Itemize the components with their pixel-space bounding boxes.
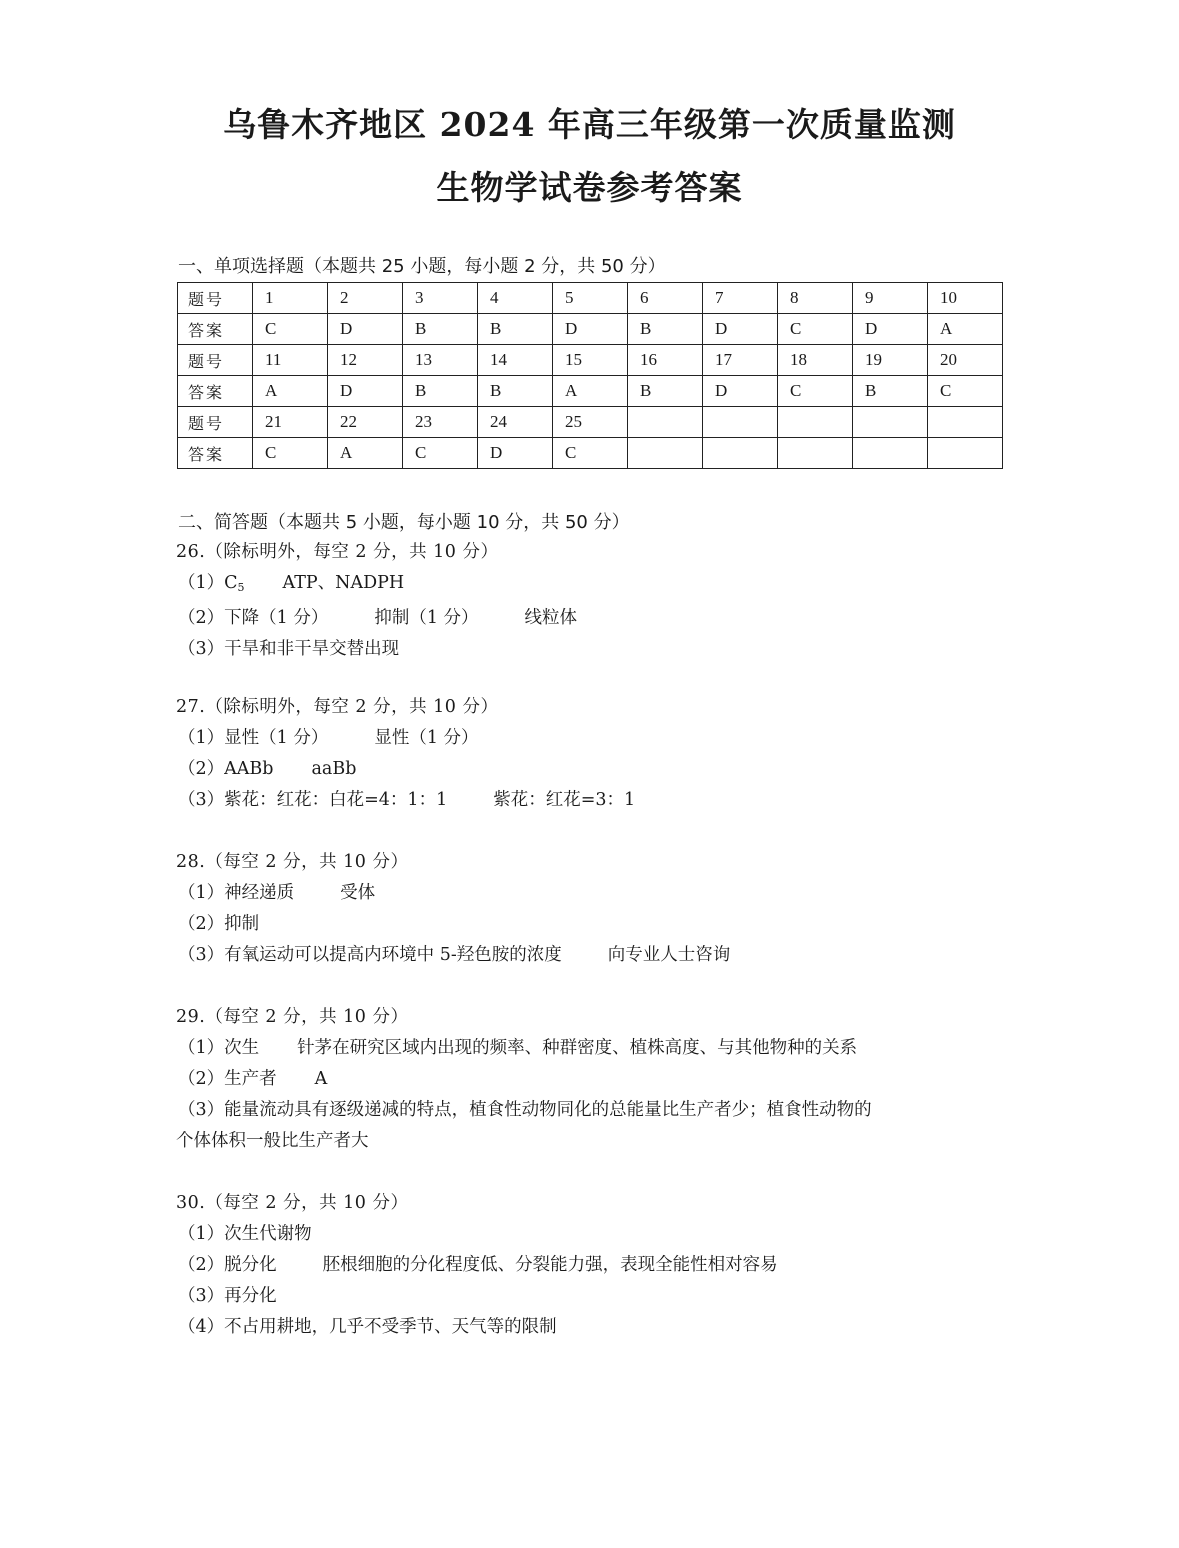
question-26-part-3	[176, 634, 1016, 665]
part-label: （3）	[178, 639, 225, 659]
page-title: 乌鲁木齐地区 2024 年高三年级第一次质量监测	[223, 105, 956, 144]
question-number-cell: 18	[778, 345, 853, 376]
question-number-cell: 14	[478, 345, 553, 376]
question-number-cell: 15	[553, 345, 628, 376]
part-label: （2）	[178, 1069, 225, 1089]
answer-text: C	[224, 573, 238, 593]
question-number-row	[178, 283, 1003, 314]
question-29-part-3	[176, 1095, 1016, 1126]
answer-text: ATP、NADPH	[282, 573, 405, 593]
part-label: （3）	[178, 790, 225, 810]
question-number-cell: 1	[253, 283, 328, 314]
question-number-cell	[778, 407, 853, 438]
part-label: （2）	[178, 608, 225, 628]
answer-cell: C	[403, 438, 478, 469]
answer-cell: A	[553, 376, 628, 407]
answer-cell: B	[628, 376, 703, 407]
answer-text: 显性（1 分）	[224, 728, 329, 748]
answer-cell: D	[328, 376, 403, 407]
question-27	[176, 692, 1016, 816]
question-30-part-3	[176, 1281, 1016, 1312]
answer-text: 胚根细胞的分化程度低、分裂能力强，表现全能性相对容易	[322, 1255, 778, 1275]
question-29	[176, 1002, 1016, 1157]
question-number-cell: 12	[328, 345, 403, 376]
part-label: （2）	[178, 914, 225, 934]
section-1-heading: 一、单项选择题（本题共 25 小题，每小题 2 分，共 50 分）	[178, 256, 666, 277]
question-number-cell: 19	[853, 345, 928, 376]
part-label: （2）	[178, 759, 225, 779]
question-29-part-3-continued: 个体体积一般比生产者大	[176, 1131, 369, 1151]
question-number-cell: 9	[853, 283, 928, 314]
answer-cell: C	[253, 438, 328, 469]
answer-cell: C	[778, 314, 853, 345]
answer-cell: B	[628, 314, 703, 345]
answer-text: 紫花：红花：白花=4：1：1	[224, 790, 448, 810]
question-28-part-3	[176, 940, 1016, 971]
question-27-part-3	[176, 785, 1016, 816]
question-number-cell: 23	[403, 407, 478, 438]
answer-text: 受体	[340, 883, 376, 903]
part-label: （3）	[178, 945, 225, 965]
answer-text: 脱分化	[224, 1255, 277, 1275]
answer-row	[178, 438, 1003, 469]
answer-cell: C	[928, 376, 1003, 407]
answer-table	[177, 282, 1003, 469]
answer-text: aaBb	[311, 759, 357, 779]
answer-text: 紫花：红花=3：1	[493, 790, 636, 810]
question-number-cell	[853, 407, 928, 438]
question-26-part-2	[176, 603, 1016, 634]
question-number-cell	[628, 407, 703, 438]
question-29-part-1	[176, 1033, 1016, 1064]
part-label: （1）	[178, 573, 225, 593]
question-28	[176, 847, 1016, 971]
answer-cell: A	[928, 314, 1003, 345]
question-28-header: 28.（每空 2 分，共 10 分）	[176, 852, 409, 872]
row-label-answer: 答案	[178, 314, 253, 345]
question-28-part-2	[176, 909, 1016, 940]
answer-text: 线粒体	[524, 608, 578, 628]
answer-cell	[928, 438, 1003, 469]
answer-text: 针茅在研究区域内出现的频率、种群密度、植株高度、与其他物种的关系	[297, 1038, 858, 1058]
answer-cell: B	[853, 376, 928, 407]
answer-cell: B	[478, 314, 553, 345]
answer-text: 有氧运动可以提高内环境中 5-羟色胺的浓度	[224, 945, 562, 965]
answer-cell: C	[553, 438, 628, 469]
answer-cell: C	[253, 314, 328, 345]
answer-cell	[778, 438, 853, 469]
row-label-answer: 答案	[178, 376, 253, 407]
row-label-answer: 答案	[178, 438, 253, 469]
answer-row	[178, 376, 1003, 407]
answer-cell: D	[853, 314, 928, 345]
question-number-cell: 10	[928, 283, 1003, 314]
answer-text: 干旱和非干旱交替出现	[224, 639, 400, 659]
answer-text: 向专业人士咨询	[607, 945, 731, 965]
part-label: （1）	[178, 1224, 225, 1244]
question-26-header: 26.（除标明外，每空 2 分，共 10 分）	[176, 542, 499, 562]
question-27-header: 27.（除标明外，每空 2 分，共 10 分）	[176, 697, 499, 717]
question-30	[176, 1188, 1016, 1343]
answer-cell: D	[553, 314, 628, 345]
question-30-part-4	[176, 1312, 1016, 1343]
answer-text: 神经递质	[224, 883, 295, 903]
answer-cell: A	[253, 376, 328, 407]
question-number-cell: 3	[403, 283, 478, 314]
row-label-question: 题号	[178, 345, 253, 376]
answer-cell	[853, 438, 928, 469]
answer-text: 不占用耕地，几乎不受季节、天气等的限制	[224, 1317, 557, 1337]
question-number-cell: 2	[328, 283, 403, 314]
part-label: （3）	[178, 1286, 225, 1306]
answer-text: 生产者	[224, 1069, 277, 1089]
question-number-cell: 13	[403, 345, 478, 376]
answer-text: 能量流动具有逐级递减的特点，植食性动物同化的总能量比生产者少；植食性动物的	[224, 1100, 872, 1120]
section-2-heading: 二、简答题（本题共 5 小题，每小题 10 分，共 50 分）	[178, 512, 630, 533]
question-number-cell: 4	[478, 283, 553, 314]
answer-cell: D	[703, 376, 778, 407]
answer-cell: C	[778, 376, 853, 407]
page-subtitle: 生物学试卷参考答案	[436, 168, 743, 207]
part-label: （4）	[178, 1317, 225, 1337]
answer-cell: B	[478, 376, 553, 407]
row-label-question: 题号	[178, 283, 253, 314]
question-26	[176, 537, 1016, 665]
answer-text: 显性（1 分）	[374, 728, 479, 748]
question-number-cell: 8	[778, 283, 853, 314]
question-number-cell	[703, 407, 778, 438]
answer-text: 次生	[224, 1038, 260, 1058]
question-number-cell: 5	[553, 283, 628, 314]
part-label: （1）	[178, 728, 225, 748]
answer-row	[178, 314, 1003, 345]
question-30-part-1	[176, 1219, 1016, 1250]
question-number-cell: 7	[703, 283, 778, 314]
question-29-part-2	[176, 1064, 1016, 1095]
question-number-cell: 11	[253, 345, 328, 376]
question-29-header: 29.（每空 2 分，共 10 分）	[176, 1007, 409, 1027]
answer-text: 下降（1 分）	[224, 608, 329, 628]
answer-cell: D	[703, 314, 778, 345]
question-number-cell: 25	[553, 407, 628, 438]
answer-cell: A	[328, 438, 403, 469]
answer-cell: B	[403, 376, 478, 407]
answer-text: 再分化	[224, 1286, 277, 1306]
part-label: （1）	[178, 1038, 225, 1058]
part-label: （3）	[178, 1100, 225, 1120]
question-number-cell: 24	[478, 407, 553, 438]
answer-text: 抑制（1 分）	[374, 608, 479, 628]
question-number-cell: 21	[253, 407, 328, 438]
answer-text: AABb	[224, 759, 274, 779]
question-number-row	[178, 407, 1003, 438]
question-number-cell: 20	[928, 345, 1003, 376]
subscript: 5	[237, 581, 245, 594]
answer-cell: D	[478, 438, 553, 469]
answer-text: 抑制	[224, 914, 260, 934]
question-30-header: 30.（每空 2 分，共 10 分）	[176, 1193, 409, 1213]
question-28-part-1	[176, 878, 1016, 909]
answer-cell	[703, 438, 778, 469]
question-number-cell: 6	[628, 283, 703, 314]
question-number-cell: 22	[328, 407, 403, 438]
question-27-part-2	[176, 754, 1016, 785]
answer-cell	[628, 438, 703, 469]
answer-cell: D	[328, 314, 403, 345]
question-number-cell: 16	[628, 345, 703, 376]
part-label: （2）	[178, 1255, 225, 1275]
question-number-cell	[928, 407, 1003, 438]
question-30-part-2	[176, 1250, 1016, 1281]
answer-table-body	[178, 283, 1003, 469]
question-27-part-1	[176, 723, 1016, 754]
row-label-question: 题号	[178, 407, 253, 438]
answer-text: A	[314, 1069, 328, 1089]
answer-cell: B	[403, 314, 478, 345]
question-number-row	[178, 345, 1003, 376]
part-label: （1）	[178, 883, 225, 903]
question-number-cell: 17	[703, 345, 778, 376]
question-26-part-1	[176, 568, 1016, 603]
answer-text: 次生代谢物	[224, 1224, 312, 1244]
